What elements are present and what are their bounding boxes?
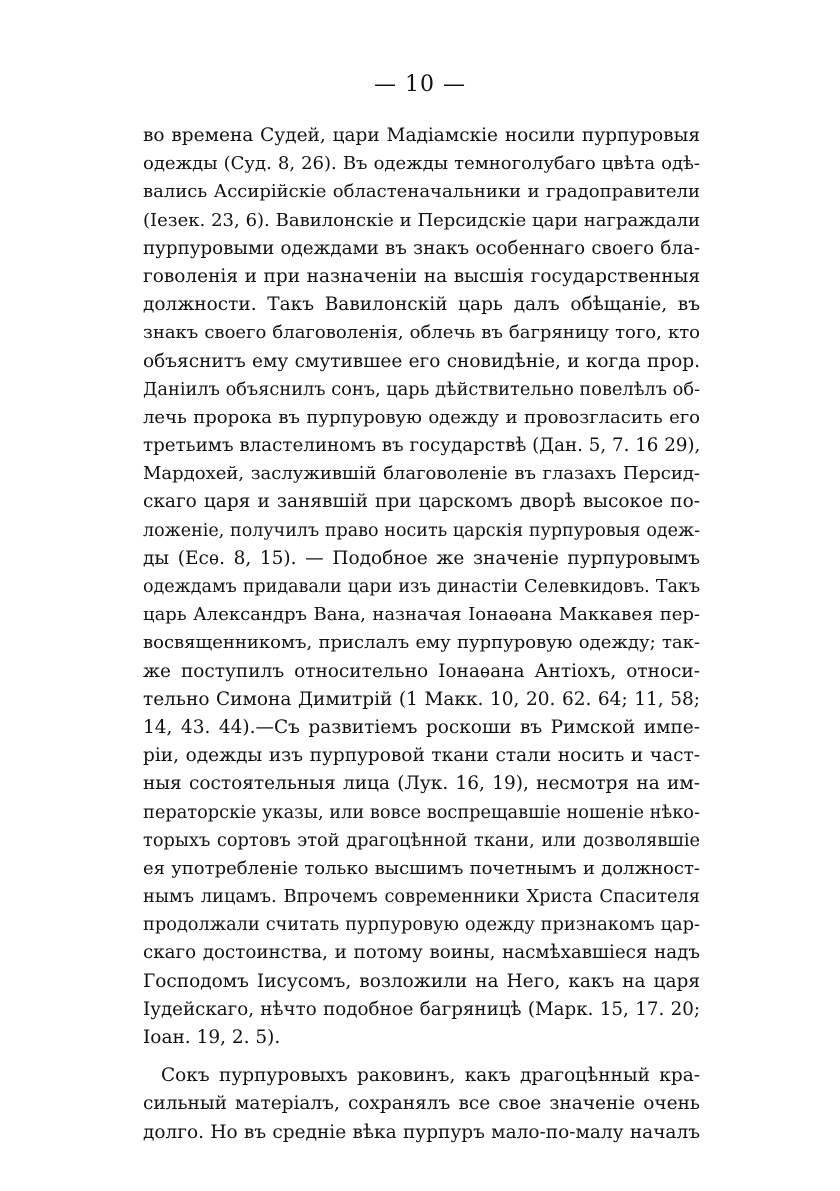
text-line: ды (Есѳ. 8, 15). — Подобное же значеніе пурпуровымъ [143, 547, 700, 569]
text-line: одежды (Суд. 8, 26). Въ одежды темноголубаго цвѣта одѣ- [143, 153, 700, 175]
text-line: одеждамъ придавали цари изъ династіи Селевкидовъ. Такъ [143, 577, 700, 597]
text-line: Даніилъ объяснилъ сонъ, царь дѣйствительно повелѣлъ об- [143, 379, 700, 400]
text-line: торыхъ сортовъ этой драгоцѣнной ткани, или дозволявшіе [143, 830, 700, 851]
text-line: царь Александръ Вана, назначая Іонаѳана Маккавея пер- [143, 604, 700, 626]
paragraph-1 [143, 122, 700, 1052]
text-line-last: Іоан. 19, 2. 5). [143, 1027, 281, 1048]
text-line: Іудейскаго, нѣчто подобное багряницѣ (Марк. 15, 17. 20; [143, 998, 700, 1020]
text-line: 14, 43. 44).—Съ развитіемъ роскоши въ Римской импе- [143, 716, 700, 738]
paragraph-2 [143, 1062, 700, 1147]
text-line: ея употребленіе только высшимъ почетнымъ и должност- [143, 857, 700, 879]
text-line: (Іезек. 23, 6). Вавилонскіе и Персидскіе цари награждали [143, 209, 700, 231]
text-line: должности. Такъ Вавилонскій царь далъ обѣщаніе, въ [143, 294, 700, 316]
text-line: скаго царя и занявшій при царскомъ дворѣ высокое по- [143, 491, 700, 513]
text-line: во времена Судей, цари Мадіамскіе носили пурпуровыя [143, 125, 700, 146]
paragraph-gap [143, 1052, 700, 1062]
text-line: продолжали считать пурпуровую одежду признакомъ цар- [143, 915, 700, 936]
page-number: — 10 — [374, 72, 466, 97]
text-line: вались Ассирійскіе областеначальники и градоправители [143, 181, 700, 203]
text-line: долго. Но въ средніе вѣка пурпуръ мало-по-малу началъ [143, 1121, 700, 1143]
text-line: сильный матеріалъ, сохранялъ все свое значеніе очень [143, 1093, 700, 1115]
text-line: лечь пророка въ пурпуровую одежду и провозгласить его [143, 406, 700, 428]
text-line: пурпуровыми одеждами въ знакъ особеннаго своего бла- [143, 237, 700, 259]
text-line: ныя состоятельныя лица (Лук. 16, 19), несмотря на им- [143, 773, 700, 795]
text-line: ріи, одежды изъ пурпуровой ткани стали носить и част- [143, 745, 700, 767]
text-line: третьимъ властелиномъ въ государствѣ (Дан. 5, 7. 16 29), [143, 435, 701, 457]
text-line: Господомъ Іисусомъ, возложили на Него, какъ на царя [143, 970, 700, 992]
text-line: нымъ лицамъ. Впрочемъ современники Христа Спасителя [143, 887, 700, 908]
text-line: ложеніе, получилъ право носить царскія пурпуровыя одеж- [143, 520, 700, 541]
text-line: говоленія и при назначеніи на высшія государственныя [143, 265, 700, 287]
text-line: объяснитъ ему смутившее его сновидѣніе, и когда прор. [143, 350, 700, 372]
text-line: восвященникомъ, прислалъ ему пурпуровую одежду; так- [143, 632, 700, 654]
text-line-first: Сокъ пурпуровыхъ раковинъ, какъ драгоцѣнный кра- [161, 1065, 700, 1087]
text-line: же поступилъ относительно Іонаѳана Антіохъ, относи- [143, 660, 700, 682]
text-line: ператорскіе указы, или вовсе воспрещавшіе ношеніе нѣко- [143, 802, 700, 823]
text-line: тельно Симона Димитрій (1 Макк. 10, 20. 62. 64; 11, 58; [143, 688, 700, 710]
text-line: знакъ своего благоволенія, облечь въ багряницу того, кто [143, 322, 700, 344]
text-line: Мардохей, заслужившій благоволеніе въ глазахъ Персид- [143, 463, 700, 485]
text-line: скаго достоинства, и потому воины, насмѣхавшіеся надъ [143, 942, 700, 964]
body-text [143, 122, 700, 1147]
